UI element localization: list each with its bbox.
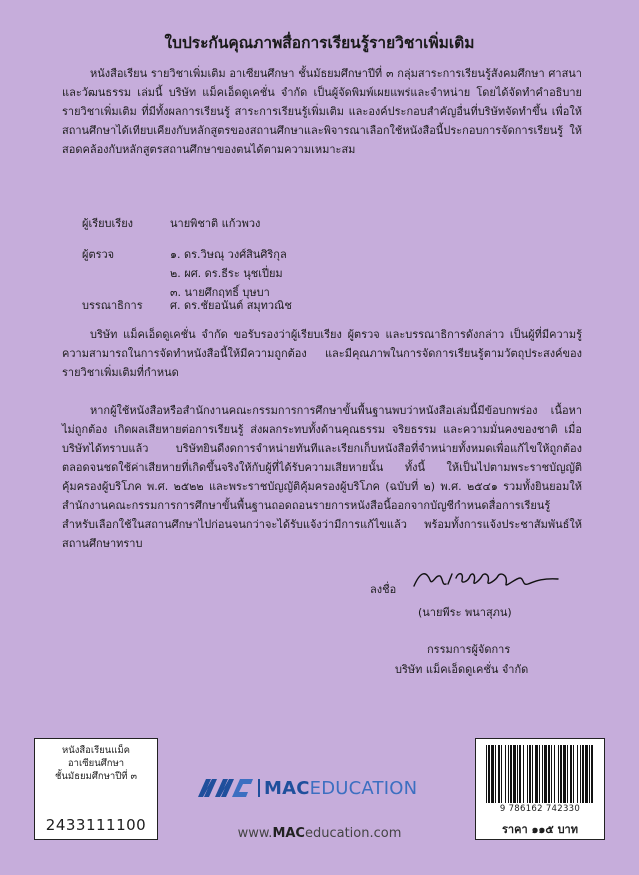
barcode-bar [585,745,588,803]
warranty-paragraph [62,401,582,553]
barcode-bar [591,745,593,803]
barcode-box [475,738,605,840]
reviewer-1: ๑. ดร.วิษณุ วงศ์สินศิริกุล [170,248,287,261]
barcode-bar [488,745,490,803]
author-label: ผู้เรียบเรียง [82,217,134,230]
signature-image [412,566,562,592]
barcode-bar [495,745,496,803]
reviewer-2: ๒. ผศ. ดร.ธีระ นุชเปี่ยม [170,267,283,280]
barcode-bar [539,745,540,803]
mac-education-logo [198,778,417,798]
certification-text: บริษัท แม็คเอ็ดดูเคชั่น จำกัด ขอรับรองว่าผู้เรียบเรียง ผู้ตรวจ และบรรณาธิการดังกล่าว เป็นผู้ที่มีความรู้ความสามารถในการจัดทำหนังสือนี้ให้มีความถูกต้อง และมีคุณภาพในการจัดการเรียนรู้ตามวัตถุประสงค์ของรายวิชาเพิ่มเติมที่กำหนด [62,328,582,379]
signer-company: บริษัท แม็คเอ็ดดูเคชั่น จำกัด [395,663,529,676]
logo-divider [258,779,260,797]
barcode-bar [510,745,512,803]
barcode-bar [501,745,502,803]
isbn-barcode-icon [484,745,596,803]
barcode-bar [491,745,494,803]
intro-text: หนังสือเรียน รายวิชาเพิ่มเติม อาเซียนศึกษา ชั้นมัธยมศึกษาปีที่ ๓ กลุ่มสาระการเรียนรู้สังคมศึกษา ศาสนาและวัฒนธรรม เล่มนี้ บริษัท แม็คเอ็ดดูเคชั่น จำกัด เป็นผู้จัดพิมพ์เผยแพร่และจำหน่าย โดยได้จัดทำคำอธิบายรายวิชาเพิ่มเติม ที่มีทั้งผลการเรียนรู้ สาระการเรียนรู้เพิ่มเติม และองค์ประกอบสำคัญอื่นที่บริษัทจัดทำขึ้น เพื่อให้สถานศึกษาได้เทียบเคียงกับหลักสูตรของสถานศึกษาและพิจารณาเลือกใช้หนังสือนี้ประกอบการจัดการเรียนรู้ ให้สอดคล้องกับหลักสูตรสถานศึกษาของตนได้ตามความเหมาะสม [62,67,582,156]
book-level: ชั้นมัธยมศึกษาปีที่ ๓ [54,771,138,782]
logo-wordmark [264,778,417,799]
barcode-bar [567,745,568,803]
barcode-bar [519,745,521,803]
barcode-bar [486,745,487,803]
barcode-bar [508,745,509,803]
barcode-bar [498,745,500,803]
signer-name: (นายพีระ พนาสุภน) [418,606,512,619]
barcode-bar [527,745,528,803]
barcode-bar [544,745,547,803]
barcode-bar [523,745,524,803]
barcode-bar [589,745,590,803]
barcode-bar [551,745,552,803]
barcode-number: 9 786162 742330 [499,804,581,814]
certification-paragraph [62,325,582,382]
barcode-bar [582,745,584,803]
editor-label-text: บรรณาธิการ [82,299,143,312]
book-series: หนังสือเรียนแม็ค [61,745,131,756]
signer-position: กรรมการผู้จัดการ [427,643,511,656]
barcode-bar [529,745,531,803]
author-name: นายพิชาติ แก้วพวง [170,217,261,230]
price-label: ราคา ๑๑๕ บาท [502,823,578,836]
barcode-bar [513,745,516,803]
website-brand: MAC [272,826,305,841]
intro-paragraph [62,64,582,159]
barcode-bar [505,745,506,803]
signature-label: ลงชื่อ [370,583,397,596]
reviewer-label: ผู้ตรวจ [82,248,115,261]
barcode-bar [548,745,550,803]
barcode-bar [560,745,562,803]
barcode-bar [532,745,533,803]
barcode-bar [577,745,578,803]
mac-logo-mark-icon [198,779,254,797]
book-subject: อาเซียนศึกษา [67,758,125,769]
website-prefix: www. [237,826,273,841]
barcode-bar [558,745,559,803]
book-info-box [34,738,158,840]
logo-mac: MAC [264,777,310,799]
barcode-bar [554,745,555,803]
page-title: ใบประกันคุณภาพสื่อการเรียนรู้รายวิชาเพิ่มเติม [164,34,475,52]
editor-name: ศ. ดร.ชัยอนันต์ สมุทวณิช [170,299,292,312]
reviewer-3: ๓. นายศึกฤทธิ์ บุษบา [170,286,270,299]
barcode-bar [542,745,543,803]
barcode-bar [563,745,566,803]
website-suffix: education.com [304,826,402,841]
barcode-bar [570,745,572,803]
barcode-bar [535,745,538,803]
barcode-bar [517,745,518,803]
logo-education: EDUCATION [309,777,418,799]
barcode-bar [580,745,581,803]
book-code: 2433111100 [45,816,147,834]
warranty-text: หากผู้ใช้หนังสือหรือสำนักงานคณะกรรมการการศึกษาขั้นพื้นฐานพบว่าหนังสือเล่มนี้มีข้อบกพร่อง เนื้อหาไม่ถูกต้อง เกิดผลเสียหายต่อการเรียนรู้ ส่งผลกระทบทั้งด้านคุณธรรม จริยธรรม และความมั่นคงของชาติ เมื่อบริษัทได้ทราบแล้ว บริษัทยินดีงดการจำหน่ายทันทีและเรียกเก็บหนังสือที่จำหน่ายทั้งหมดเพื่อแก้ไขให้ถูกต้อง ตลอดจนชดใช้ค่าเสียหายที่เกิดขึ้นจริงให้กับผู้ที่ได้รับความเสียหายนั้น ทั้งนี้ ให้เป็นไปตามพระราชบัญญัติคุ้มครองผู้บริโภค พ.ศ. ๒๕๒๒ และพระราชบัญญัติคุ้มครองผู้บริโภค (ฉบับที่ ๒) พ.ศ. ๒๕๔๑ รวมทั้งยินยอมให้สำนักงานคณะกรรมการการศึกษาขั้นพื้นฐานถอดถอนรายการหนังสือนี้ออกจากบัญชีกำหนดสื่อการเรียนรู้สำหรับเลือกใช้ในสถานศึกษาไปก่อนจนกว่าจะได้รับแจ้งว่ามีการแก้ไขแล้ว พร้อมทั้งการแจ้งประชาสัมพันธ์ให้สถานศึกษาทราบ [62,404,582,550]
barcode-bar [573,745,574,803]
